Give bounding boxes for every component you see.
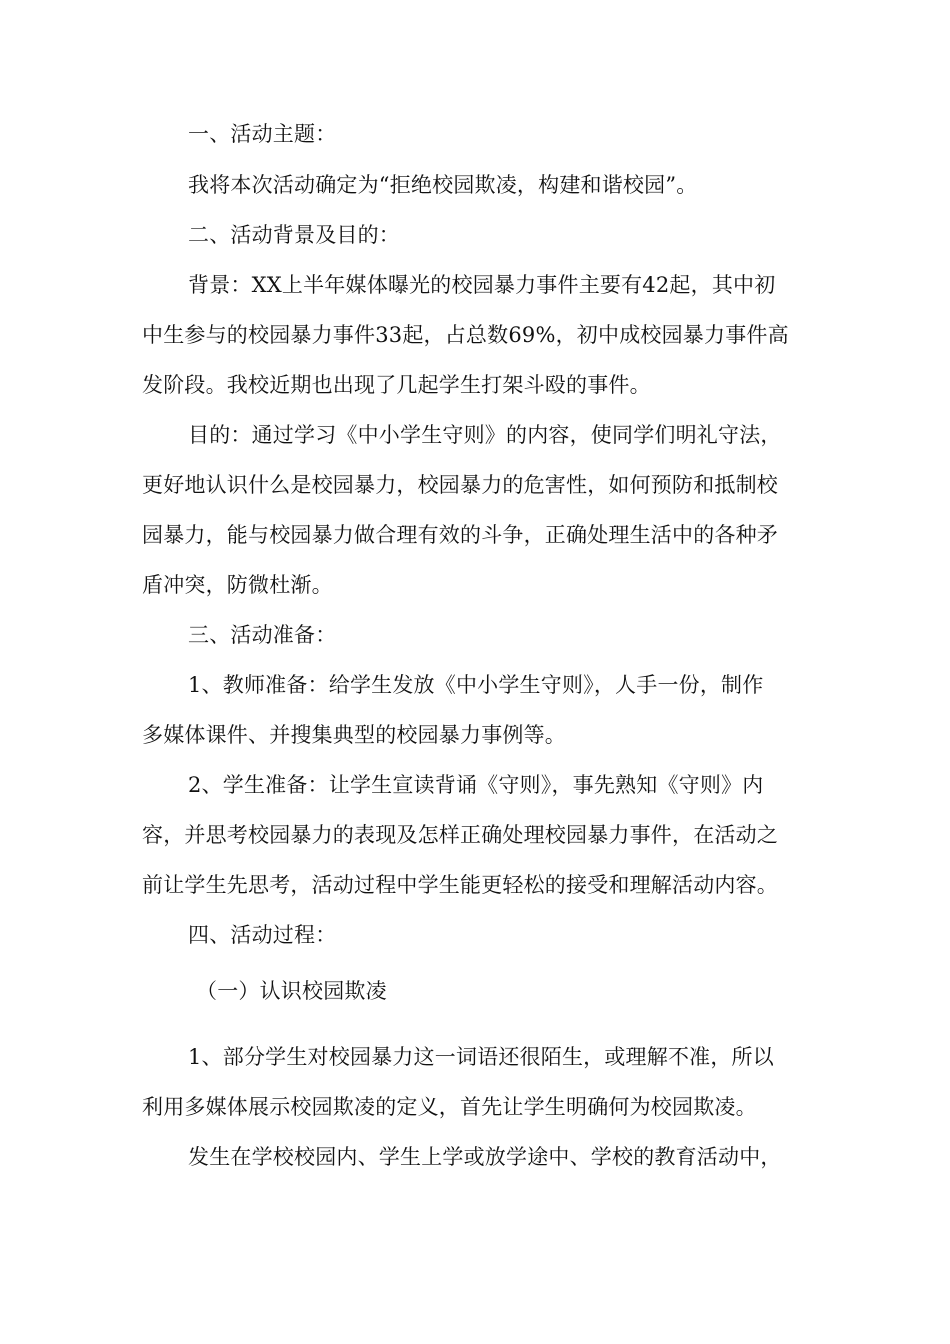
paragraph-purpose-line: 更好地认识什么是校园暴力，校园暴力的危害性，如何预防和抵制校 (142, 473, 778, 497)
paragraph-student-prep-line: 2、学生准备：让学生宣读背诵《守则》，事先熟知《守则》内 (188, 773, 764, 797)
paragraph-teacher-prep-line: 多媒体课件、并搜集典型的校园暴力事例等。 (142, 723, 566, 747)
paragraph-background-line: 中生参与的校园暴力事件33起，占总数69%，初中成校园暴力事件高 (142, 323, 789, 347)
heading-process: 四、活动过程： (188, 923, 337, 947)
paragraph-theme: 我将本次活动确定为“拒绝校园欺凌，构建和谐校园”。 (188, 173, 698, 197)
paragraph-definition-line: 1、部分学生对校园暴力这一词语还很陌生，或理解不准，所以 (188, 1045, 774, 1069)
paragraph-purpose-line: 园暴力，能与校园暴力做合理有效的斗争，正确处理生活中的各种矛 (142, 523, 778, 547)
paragraph-purpose-line: 盾冲突，防微杜渐。 (142, 573, 333, 597)
subheading-understand-bullying: （一）认识校园欺凌 (196, 979, 387, 1003)
paragraph-student-prep-line: 前让学生先思考，活动过程中学生能更轻松的接受和理解活动内容。 (142, 873, 778, 897)
heading-preparation: 三、活动准备： (188, 623, 337, 647)
paragraph-definition-line: 利用多媒体展示校园欺凌的定义，首先让学生明确何为校园欺凌。 (142, 1095, 757, 1119)
paragraph-occurrence-line: 发生在学校校园内、学生上学或放学途中、学校的教育活动中， (188, 1145, 782, 1169)
paragraph-student-prep-line: 容，并思考校园暴力的表现及怎样正确处理校园暴力事件，在活动之 (142, 823, 778, 847)
paragraph-teacher-prep-line: 1、教师准备：给学生发放《中小学生守则》，人手一份，制作 (188, 673, 764, 697)
paragraph-purpose-line: 目的：通过学习《中小学生守则》的内容，使同学们明礼守法， (188, 423, 782, 447)
heading-activity-theme: 一、活动主题： (188, 122, 337, 146)
paragraph-background-line: 背景：XX上半年媒体曝光的校园暴力事件主要有42起，其中初 (188, 273, 776, 297)
paragraph-background-line: 发阶段。我校近期也出现了几起学生打架斗殴的事件。 (142, 373, 651, 397)
heading-background-purpose: 二、活动背景及目的： (188, 223, 400, 247)
